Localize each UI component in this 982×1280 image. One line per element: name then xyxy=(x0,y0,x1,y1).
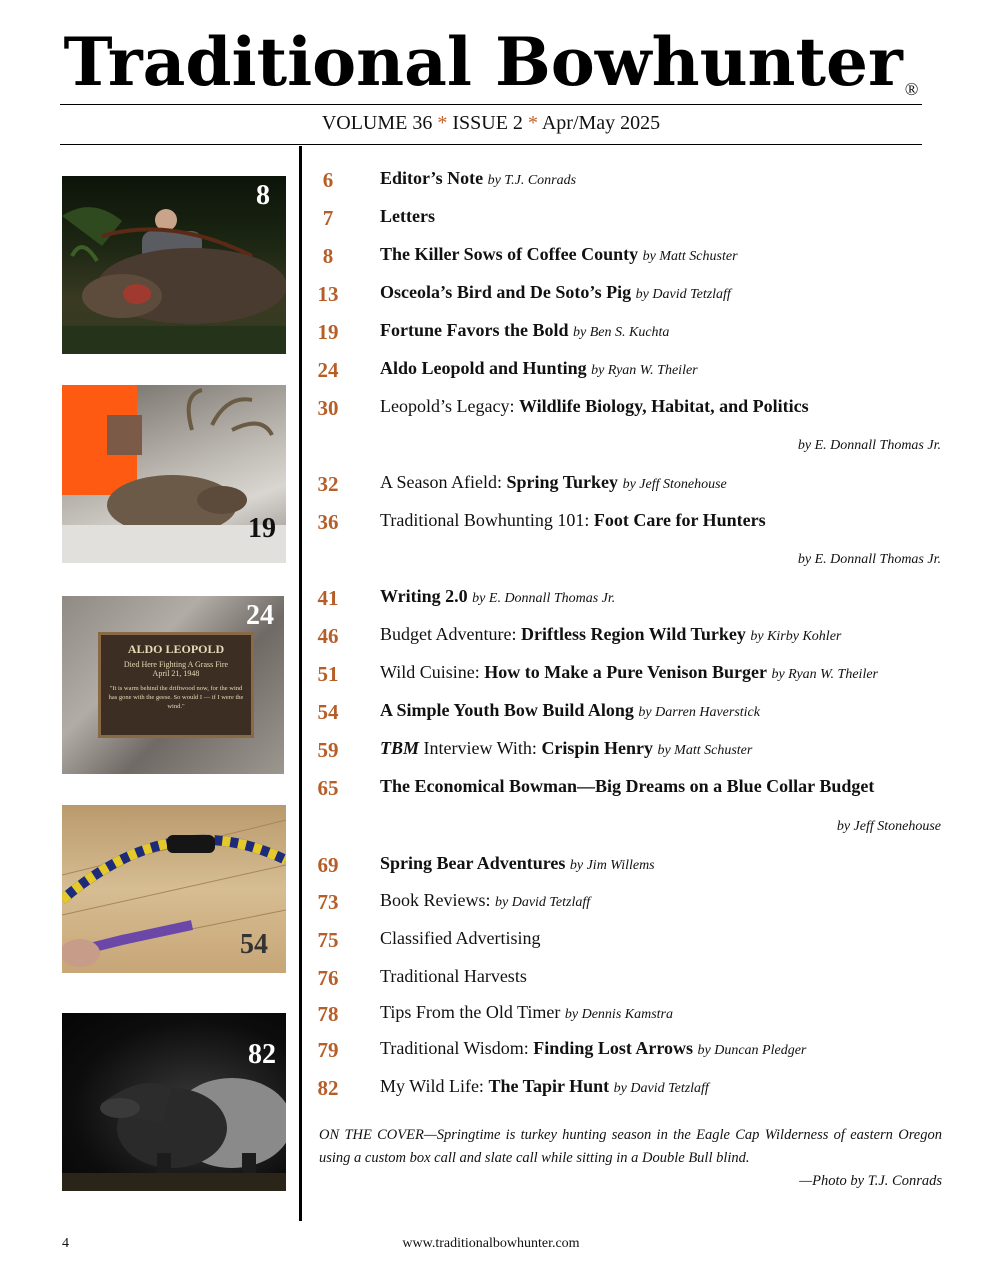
registered-mark: ® xyxy=(904,79,919,99)
toc-byline: by Ben S. Kuchta xyxy=(573,325,670,340)
toc-page-number: 41 xyxy=(317,586,339,610)
toc-byline: by Darren Haverstick xyxy=(638,705,760,720)
plaque-date: April 21, 1948 xyxy=(152,669,200,678)
toc-department: Leopold’s Legacy: xyxy=(380,396,519,416)
toc-title: Aldo Leopold and Hunting xyxy=(380,358,587,378)
photo-leopold-plaque xyxy=(62,596,284,774)
toc-title: Fortune Favors the Bold xyxy=(380,320,569,340)
toc-page-number: 13 xyxy=(317,282,339,306)
plaque-line: Died Here Fighting A Grass Fire xyxy=(123,660,229,669)
toc-byline: by Jeff Stonehouse xyxy=(836,819,941,834)
toc-department: Tips From the Old Timer xyxy=(380,1002,565,1022)
toc-byline: by Ryan W. Theiler xyxy=(591,363,698,378)
volume-label: VOLUME 36 xyxy=(321,112,433,134)
toc-title: The Economical Bowman—Big Dreams on a Blue Collar Budget xyxy=(380,776,875,796)
toc-title: Finding Lost Arrows xyxy=(533,1038,693,1058)
header-rule-top xyxy=(60,104,922,105)
page-number: 4 xyxy=(62,1236,69,1251)
toc-title: Driftless Region Wild Turkey xyxy=(520,624,746,644)
toc-page-number: 7 xyxy=(322,206,334,230)
toc-page-number: 82 xyxy=(317,1076,339,1100)
toc-page-number: 69 xyxy=(317,853,339,877)
toc-title: Editor’s Note xyxy=(380,168,484,188)
toc-byline: by T.J. Conrads xyxy=(487,173,577,188)
toc-page-number: 78 xyxy=(317,1002,339,1026)
toc-department: Interview With: xyxy=(419,738,542,758)
toc-department: Traditional Harvests xyxy=(380,966,527,986)
toc-page-number: 65 xyxy=(317,776,339,800)
toc-title: Osceola’s Bird and De Soto’s Pig xyxy=(380,282,632,302)
toc-magazine-abbrev: TBM xyxy=(380,738,420,758)
toc-page-number: 51 xyxy=(317,662,339,686)
toc-page-number: 19 xyxy=(317,320,339,344)
toc-byline: by Matt Schuster xyxy=(657,743,753,758)
toc-byline: by Matt Schuster xyxy=(642,249,738,264)
toc-byline: by Jeff Stonehouse xyxy=(622,477,727,492)
toc-title: Foot Care for Hunters xyxy=(593,510,766,530)
toc-page-number: 76 xyxy=(317,966,339,990)
separator-star: * xyxy=(527,112,538,134)
photo-tapir xyxy=(62,1013,286,1191)
toc-byline: by E. Donnall Thomas Jr. xyxy=(797,438,941,453)
toc-page-number: 32 xyxy=(317,472,339,496)
toc-department: A Season Afield: xyxy=(380,472,507,492)
photo-deer-hunt xyxy=(62,385,286,563)
issue-date: Apr/May 2025 xyxy=(541,112,661,134)
plaque-heading: ALDO LEOPOLD xyxy=(127,642,225,656)
toc-title: The Tapir Hunt xyxy=(488,1076,610,1096)
photo-page-number: 24 xyxy=(246,600,274,631)
magazine-title: Traditional Bowhunter xyxy=(63,23,903,101)
toc-byline: by David Tetzlaff xyxy=(495,895,591,910)
toc-title: A Simple Youth Bow Build Along xyxy=(380,700,634,720)
toc-page-number: 75 xyxy=(317,928,339,952)
toc-byline: by Duncan Pledger xyxy=(697,1043,807,1058)
issue-label: ISSUE 2 xyxy=(452,112,523,134)
memorial-plaque xyxy=(98,632,254,738)
toc-title: How to Make a Pure Venison Burger xyxy=(484,662,767,682)
toc-title: The Killer Sows of Coffee County xyxy=(380,244,639,264)
issue-line xyxy=(0,112,982,135)
photo-credit: —Photo by T.J. Conrads xyxy=(799,1173,942,1189)
toc-department: Budget Adventure: xyxy=(380,624,521,644)
toc-title: Spring Turkey xyxy=(506,472,619,492)
toc-page-number: 79 xyxy=(317,1038,339,1062)
separator-star: * xyxy=(437,112,448,134)
toc-page-number: 36 xyxy=(317,510,339,534)
toc-page-number: 59 xyxy=(317,738,339,762)
toc-byline: by E. Donnall Thomas Jr. xyxy=(472,591,616,606)
toc-byline: by Kirby Kohler xyxy=(750,629,842,644)
cover-description: ON THE COVER—Springtime is turkey hunting season in the Eagle Cap Wilderness of eastern Oregon using a custom box call and slate call while sitting in a Double Bull blind. xyxy=(319,1127,942,1166)
toc-department: Wild Cuisine: xyxy=(380,662,485,682)
photo-page-number: 82 xyxy=(248,1039,276,1070)
toc-title: Crispin Henry xyxy=(541,738,653,758)
toc-page-number: 6 xyxy=(322,168,334,192)
toc-title: Letters xyxy=(380,206,435,226)
toc-byline: by David Tetzlaff xyxy=(613,1081,709,1096)
toc-page-number: 73 xyxy=(317,890,339,914)
toc-byline: by David Tetzlaff xyxy=(635,287,731,302)
toc-department: Classified Advertising xyxy=(380,928,541,948)
photo-page-number: 19 xyxy=(248,513,276,544)
toc-department: Book Reviews: xyxy=(380,890,495,910)
hog-hunter-illustration xyxy=(62,176,286,354)
plaque-quote: "It is warm behind the driftwood now, for the wind has gone with the geese. So would I — if I were the wind." xyxy=(108,685,244,710)
toc-department: Traditional Wisdom: xyxy=(380,1038,534,1058)
photo-hog-hunt xyxy=(62,176,286,354)
toc-byline: by Jim Willems xyxy=(569,858,655,873)
website-url[interactable]: www.traditionalbowhunter.com xyxy=(402,1236,580,1251)
toc-page-number: 8 xyxy=(322,244,334,268)
toc-page-number: 30 xyxy=(317,396,339,420)
toc-title: Wildlife Biology, Habitat, and Politics xyxy=(518,396,809,416)
toc-title: Writing 2.0 xyxy=(380,586,468,606)
toc-byline: by Dennis Kamstra xyxy=(564,1007,674,1022)
toc-department: Traditional Bowhunting 101: xyxy=(380,510,594,530)
toc-department: My Wild Life: xyxy=(380,1076,489,1096)
toc-page-number: 46 xyxy=(317,624,339,648)
toc-page-number: 24 xyxy=(317,358,339,382)
toc-byline: by Ryan W. Theiler xyxy=(771,667,878,682)
photo-youth-bow xyxy=(62,805,286,973)
photo-page-number: 54 xyxy=(240,929,268,960)
photo-page-number: 8 xyxy=(256,180,270,211)
toc-page-number: 54 xyxy=(317,700,339,724)
cover-note xyxy=(319,1124,942,1193)
toc-byline: by E. Donnall Thomas Jr. xyxy=(797,552,941,567)
header-rule-bottom xyxy=(60,144,922,145)
toc-title: Spring Bear Adventures xyxy=(380,853,566,873)
masthead xyxy=(0,22,982,102)
